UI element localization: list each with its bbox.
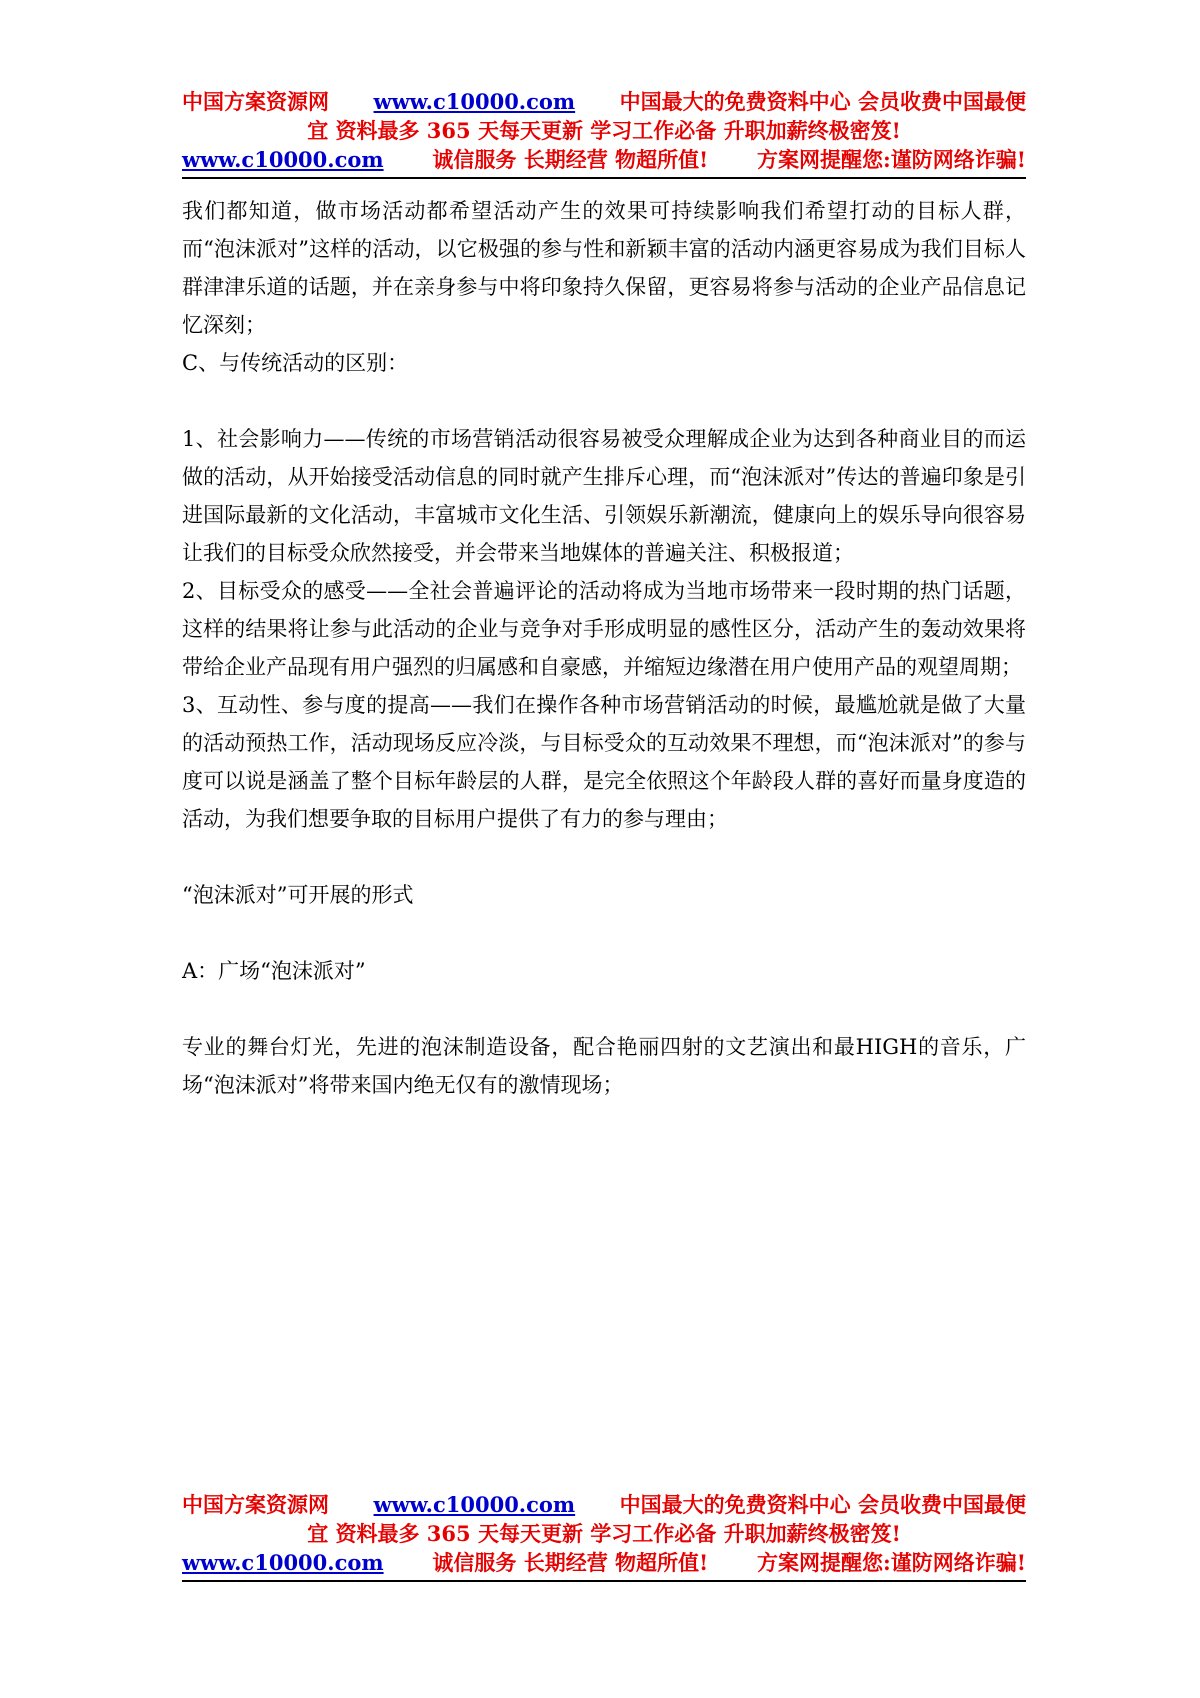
banner-line-3 [182,1548,1026,1577]
list-item-3: 3、互动性、参与度的提高——我们在操作各种市场营销活动的时候，最尴尬就是做了大量的活动预热工作，活动现场反应冷淡，与目标受众的互动效果不理想，而“泡沫派对”的参与度可以说是涵盖了整个目标年龄层的人群，是完全依照这个年龄段人群的喜好而量身度造的活动，为我们想要争取的目标用户提供了有力的参与理由； [182,693,1026,831]
banner-line-2 [182,116,1026,145]
fraud-warning: 方案网提醒您:谨防网络诈骗! [757,147,1026,172]
banner-line-3 [182,145,1026,174]
banner-line-1 [182,87,1026,116]
slogan-1: 中国最大的免费资料中心 会员收费中国最便 [619,1492,1026,1517]
paragraph: 我们都知道，做市场活动都希望活动产生的效果可持续影响我们希望打动的目标人群，而“泡沫派对”这样的活动，以它极强的参与性和新颖丰富的活动内涵更容易成为我们目标人群津津乐道的话题，并在亲身参与中将印象持久保留，更容易将参与活动的企业产品信息记忆深刻； [182,199,1026,337]
list-item-2: 2、目标受众的感受——全社会普遍评论的活动将成为当地市场带来一段时期的热门话题，这样的结果将让参与此活动的企业与竞争对手形成明显的感性区分，活动产生的轰动效果将带给企业产品现有用户强烈的归属感和自豪感，并缩短边缘潜在用户使用产品的观望周期； [182,579,1026,679]
heading-c: C、与传统活动的区别： [182,351,409,375]
slogan-3: 诚信服务 长期经营 物超所值! [432,1550,709,1575]
site-url-link[interactable]: www.c10000.com [182,1550,384,1575]
slogan-3: 诚信服务 长期经营 物超所值! [432,147,709,172]
header-banner [182,87,1026,179]
slogan-2: 宜 资料最多 365 天每天更新 学习工作必备 升职加薪终极密笈! [307,118,901,143]
site-name: 中国方案资源网 [182,89,329,114]
heading-a: A：广场“泡沫派对” [182,959,366,983]
fraud-warning: 方案网提醒您:谨防网络诈骗! [757,1550,1026,1575]
document-body [182,192,1026,1104]
slogan-1: 中国最大的免费资料中心 会员收费中国最便 [619,89,1026,114]
banner-line-1 [182,1490,1026,1519]
section-title: “泡沫派对”可开展的形式 [182,883,414,907]
site-url-link[interactable]: www.c10000.com [373,1492,576,1517]
slogan-2: 宜 资料最多 365 天每天更新 学习工作必备 升职加薪终极密笈! [307,1521,901,1546]
list-item-1: 1、社会影响力——传统的市场营销活动很容易被受众理解成企业为达到各种商业目的而运做的活动，从开始接受活动信息的同时就产生排斥心理，而“泡沫派对”传达的普遍印象是引进国际最新的文化活动，丰富城市文化生活、引领娱乐新潮流，健康向上的娱乐导向很容易让我们的目标受众欣然接受，并会带来当地媒体的普遍关注、积极报道； [182,427,1026,565]
paragraph-last: 专业的舞台灯光，先进的泡沫制造设备，配合艳丽四射的文艺演出和最HIGH的音乐，广场“泡沫派对”将带来国内绝无仅有的激情现场； [182,1035,1026,1097]
site-url-link[interactable]: www.c10000.com [182,147,384,172]
site-url-link[interactable]: www.c10000.com [373,89,576,114]
footer-banner [182,1490,1026,1582]
banner-line-2 [182,1519,1026,1548]
site-name: 中国方案资源网 [182,1492,329,1517]
